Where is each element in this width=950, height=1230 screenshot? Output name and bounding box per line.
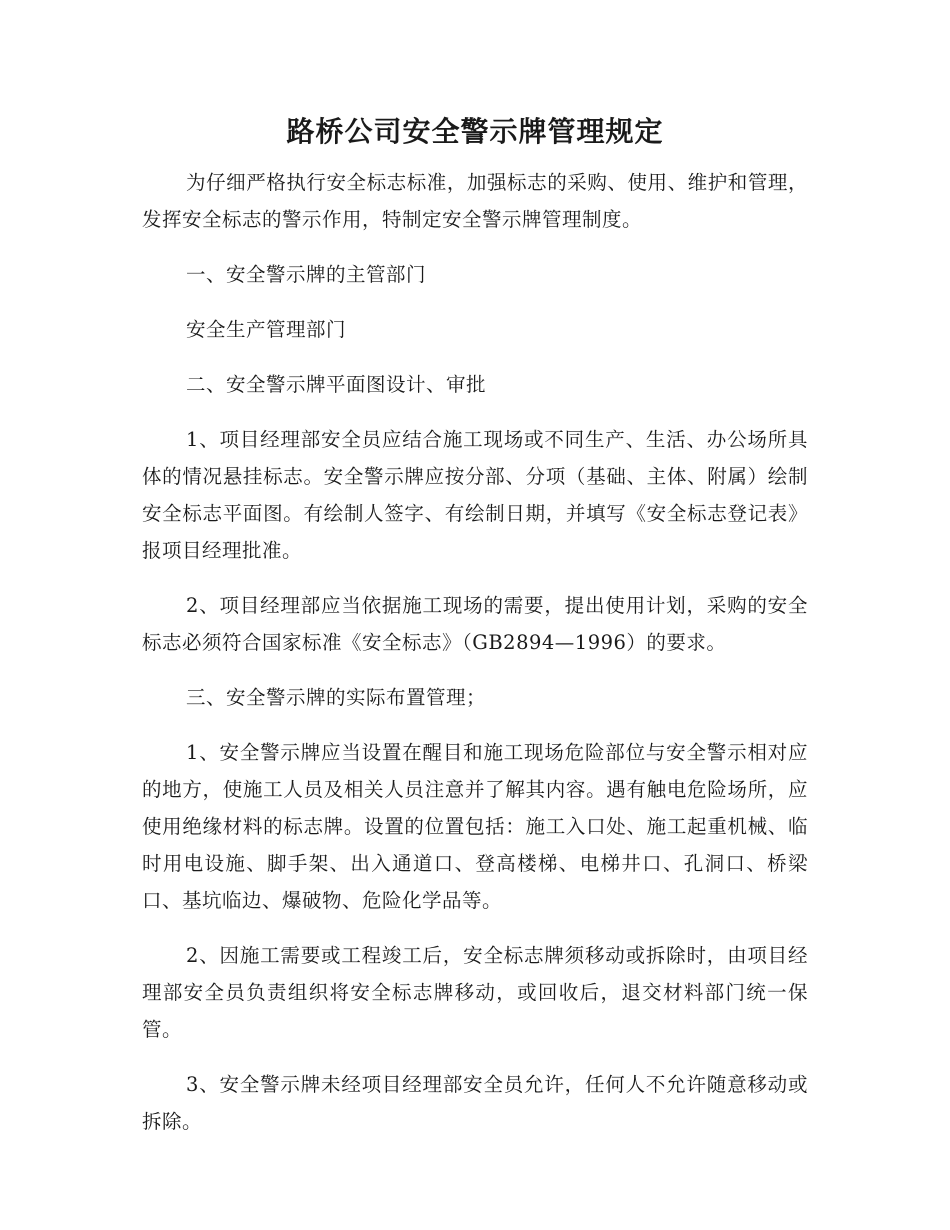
paragraph-intro: 为仔细严格执行安全标志标准，加强标志的采购、使用、维护和管理，发挥安全标志的警示作用，特制定安全警示牌管理制度。 [142,171,808,231]
section-heading-1: 一、安全警示牌的主管部门 [186,263,427,286]
paragraph: 2、因施工需要或工程竣工后，安全标志牌须移动或拆除时，由项目经理部安全员负责组织将安全标志牌移动，或回收后，退交材料部门统一保管。 [142,944,808,1041]
section-heading-2: 二、安全警示牌平面图设计、审批 [186,373,487,396]
paragraph: 1、项目经理部安全员应结合施工现场或不同生产、生活、办公场所具体的情况悬挂标志。安全警示牌应按分部、分项（基础、主体、附属）绘制安全标志平面图。有绘制人签字、有绘制日期，并填写《安全标志登记表》报项目经理批准。 [142,428,808,562]
paragraph: 安全生产管理部门 [186,318,347,341]
paragraph: 3、安全警示牌未经项目经理部安全员允许，任何人不允许随意移动或拆除。 [142,1073,808,1133]
document-title: 路桥公司安全警示牌管理规定 [286,115,664,148]
document-body [142,164,808,1158]
section-heading-3: 三、安全警示牌的实际布置管理； [186,686,487,709]
paragraph: 1、安全警示牌应当设置在醒目和施工现场危险部位与安全警示相对应的地方，使施工人员及相关人员注意并了解其内容。遇有触电危险场所，应使用绝缘材料的标志牌。设置的位置包括：施工入口处、施工起重机械、临时用电设施、脚手架、出入通道口、登高楼梯、电梯井口、孔洞口、桥梁口、基坑临边、爆破物、危险化学品等。 [142,741,808,912]
paragraph: 2、项目经理部应当依据施工现场的需要，提出使用计划，采购的安全标志必须符合国家标准《安全标志》（GB2894—1996）的要求。 [142,594,808,654]
